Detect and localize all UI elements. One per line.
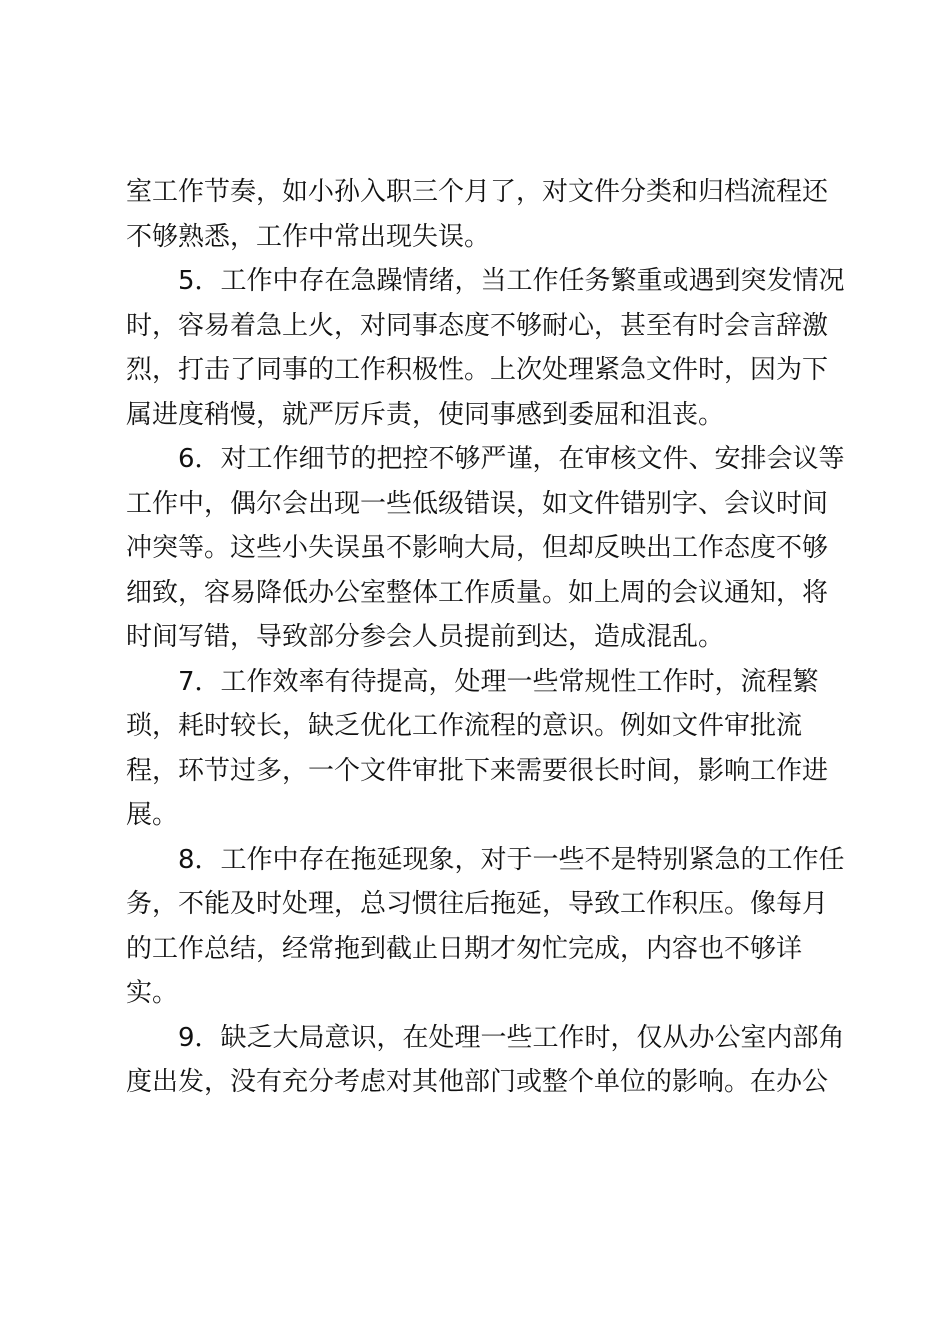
- paragraph-6: [126, 437, 845, 660]
- paragraph-9: [126, 1016, 845, 1105]
- text-line: 属进度稍慢，就严厉斥责，使同事感到委屈和沮丧。: [126, 399, 725, 430]
- text-line: 展。: [126, 800, 179, 830]
- text-line: 7．工作效率有待提高，处理一些常规性工作时，流程繁: [178, 666, 819, 697]
- text-line: 时间写错，导致部分参会人员提前到达，造成混乱。: [126, 622, 725, 652]
- text-line: 工作中，偶尔会出现一些低级错误，如文件错别字、会议时间: [126, 488, 829, 519]
- text-line: 度出发，没有充分考虑对其他部门或整个单位的影响。在办公: [126, 1067, 829, 1097]
- text-line: 务，不能及时处理，总习惯往后拖延，导致工作积压。像每月: [126, 889, 829, 919]
- text-line: 不够熟悉，工作中常出现失误。: [126, 221, 491, 252]
- text-line: 5．工作中存在急躁情绪，当工作任务繁重或遇到突发情况: [178, 266, 845, 296]
- paragraph-8: [126, 838, 845, 1016]
- text-line: 室工作节奏，如小孙入职三个月了，对文件分类和归档流程还: [126, 177, 829, 207]
- text-line: 8．工作中存在拖延现象，对于一些不是特别紧急的工作任: [178, 844, 845, 875]
- body-text: [126, 170, 845, 1105]
- text-line: 烈，打击了同事的工作积极性。上次处理紧急文件时，因为下: [126, 355, 829, 385]
- paragraph-5: [126, 259, 845, 437]
- paragraph-4-continued: [126, 170, 836, 259]
- text-line: 细致，容易降低办公室整体工作质量。如上周的会议通知，将: [126, 577, 829, 608]
- text-line: 琐，耗时较长，缺乏优化工作流程的意识。例如文件审批流: [126, 711, 803, 741]
- text-line: 9．缺乏大局意识，在处理一些工作时，仅从办公室内部角: [178, 1022, 845, 1053]
- text-line: 6．对工作细节的把控不够严谨，在审核文件、安排会议等: [178, 444, 845, 474]
- paragraph-7: [126, 660, 836, 838]
- text-line: 实。: [126, 978, 179, 1008]
- text-line: 时，容易着急上火，对同事态度不够耐心，甚至有时会言辞激: [126, 310, 829, 341]
- text-line: 的工作总结，经常拖到截止日期才匆忙完成，内容也不够详: [126, 933, 803, 964]
- text-line: 程，环节过多，一个文件审批下来需要很长时间，影响工作进: [126, 755, 829, 786]
- text-line: 冲突等。这些小失误虽不影响大局，但却反映出工作态度不够: [126, 533, 829, 563]
